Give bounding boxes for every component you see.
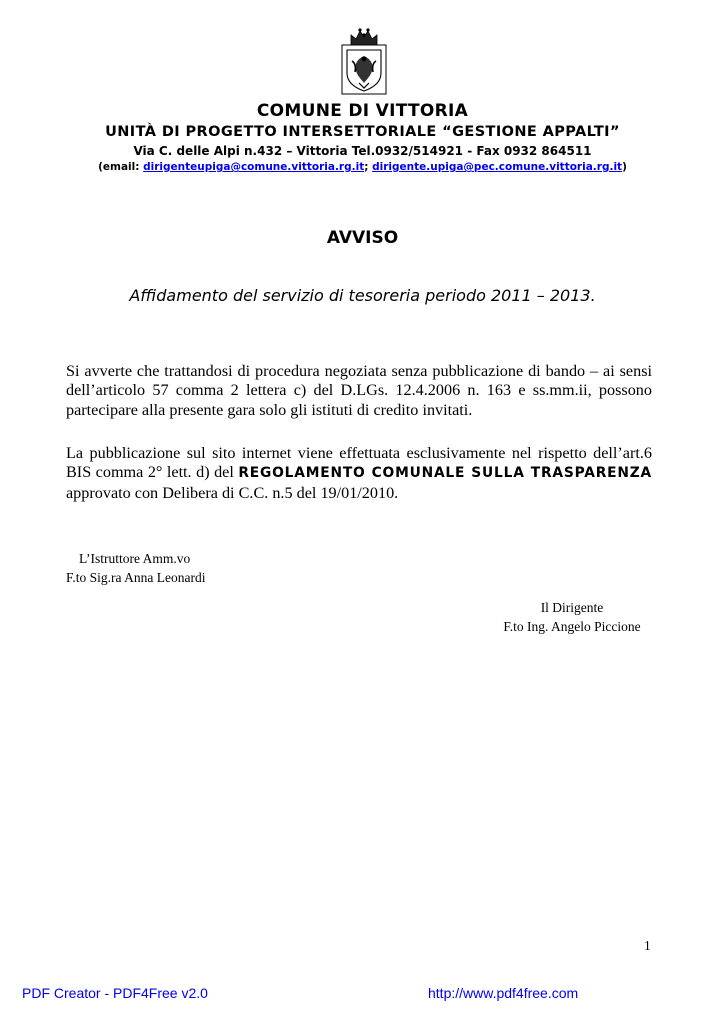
notice-title: AVVISO [326, 228, 399, 248]
notice-paragraph-1: Si avverte che trattandosi di procedura negoziata senza pubblicazione di bando – ai sensi dell’articolo 57 comma 2 lettera c) del D.LGs. 12.4.2006 n. 163 e ss.mm.ii, possono partecipare alla presente gara solo gli istituti di credito invitati. [66, 362, 652, 419]
director-signature [497, 598, 647, 636]
notice-subject: Affidamento del servizio di tesoreria periodo 2011 – 2013. [129, 286, 596, 305]
unit-name: UNITÀ DI PROGETTO INTERSETTORIALE “GESTIONE APPALTI” [105, 124, 620, 140]
director-role: Il Dirigente [540, 600, 604, 615]
footer-url-link[interactable]: http://www.pdf4free.com [428, 985, 579, 1001]
email-separator: ; [364, 161, 373, 173]
instructor-name: F.to Sig.ra Anna Leonardi [66, 570, 206, 585]
email-link-pec[interactable]: dirigente.upiga@pec.comune.vittoria.rg.it [372, 161, 623, 173]
notice-paragraph-2 [66, 444, 652, 503]
director-name: F.to Ing. Angelo Piccione [503, 619, 641, 634]
footer-creator: PDF Creator - PDF4Free v2.0 [22, 985, 208, 1001]
address-line: Via C. delle Alpi n.432 – Vittoria Tel.0932/514921 - Fax 0932 864511 [133, 144, 592, 158]
instructor-role: L’Istruttore Amm.vo [79, 551, 191, 566]
email-prefix: (email: [98, 161, 144, 173]
page-number: 1 [644, 938, 651, 953]
regulation-title: REGOLAMENTO COMUNALE SULLA TRASPARENZA [238, 465, 652, 482]
email-link-dirigenteupiga[interactable]: dirigenteupiga@comune.vittoria.rg.it [143, 161, 365, 173]
paragraph-2-text: La pubblicazione sul sito internet viene effettuata esclusivamente nel rispetto dell’art.6 BIS comma 2° lett. d) del [66, 444, 652, 482]
email-line [0, 161, 725, 173]
instructor-signature [66, 549, 206, 587]
paragraph-2-tail: approvato con Delibera di C.C. n.5 del 19/01/2010. [66, 483, 399, 502]
municipal-crest-icon [341, 25, 387, 95]
email-suffix: ) [622, 161, 627, 173]
municipality-name: COMUNE DI VITTORIA [256, 101, 469, 121]
